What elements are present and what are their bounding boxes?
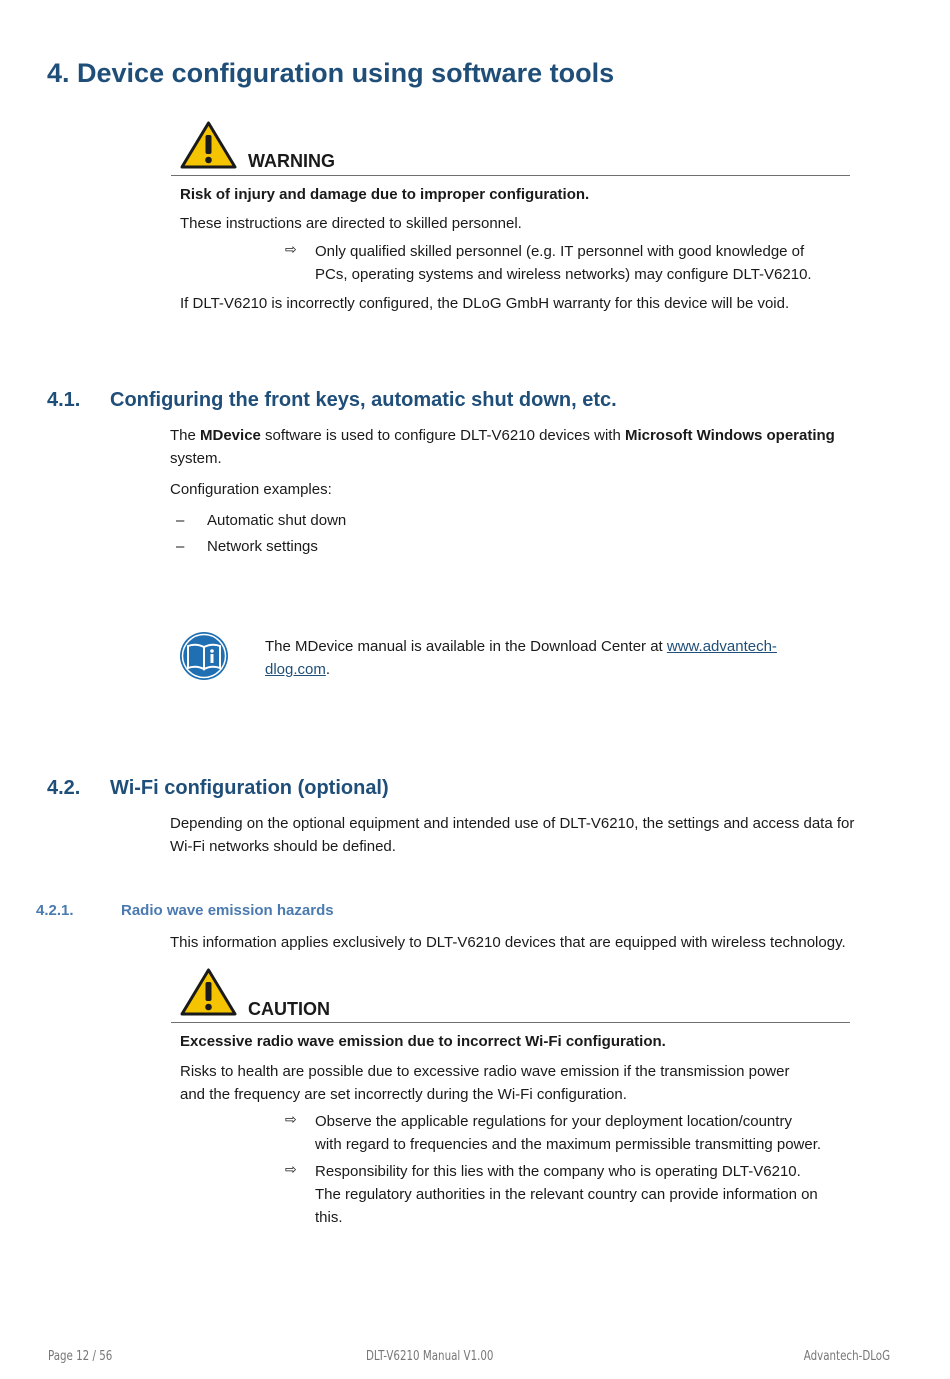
footer-company: Advantech-DLoG <box>803 1349 890 1364</box>
warning-bullet-line-1: Only qualified skilled personnel (e.g. IT personnel with good knowledge of <box>315 243 805 260</box>
arrow-right-icon: ⇨ <box>285 1161 297 1177</box>
section-4-2-number: 4.2. <box>47 777 81 799</box>
arrow-right-icon: ⇨ <box>285 241 297 257</box>
info-note-line-1 <box>265 635 777 658</box>
caution-bullet-2-line-3: this. <box>315 1209 343 1226</box>
list-dash: – <box>176 538 185 555</box>
caution-rule <box>171 1022 850 1023</box>
caution-bullet-1-line-1: Observe the applicable regulations for your deployment location/country <box>315 1113 792 1130</box>
caution-text-line-2: and the frequency are set incorrectly during the Wi-Fi configuration. <box>180 1086 627 1103</box>
warning-label: WARNING <box>248 151 335 171</box>
section-4-1-number: 4.1. <box>47 389 81 411</box>
caution-bullet-1-line-2: with regard to frequencies and the maximum permissible transmitting power. <box>315 1136 822 1153</box>
section-4-1-paragraph-1 <box>170 424 835 447</box>
text-run: The MDevice manual is available in the Download Center at <box>265 638 667 655</box>
text-run-bold: MDevice <box>200 427 261 444</box>
footer-document-title: DLT-V6210 Manual V1.00 <box>366 1349 494 1364</box>
section-4-2-1-paragraph: This information applies exclusively to DLT-V6210 devices that are equipped with wireless technology. <box>170 934 846 951</box>
section-4-2-1-title: Radio wave emission hazards <box>121 902 334 919</box>
section-4-2-title: Wi-Fi configuration (optional) <box>110 777 389 799</box>
footer-page-number: Page 12 / 56 <box>48 1349 113 1364</box>
warning-text-1: These instructions are directed to skilled personnel. <box>180 215 522 232</box>
warning-bullet-line-2: PCs, operating systems and wireless networks) may configure DLT-V6210. <box>315 266 812 283</box>
warning-text-2: If DLT-V6210 is incorrectly configured, the DLoG GmbH warranty for this device will be void. <box>180 295 790 312</box>
text-run-bold: Microsoft Windows operating <box>624 427 835 444</box>
warning-triangle-icon <box>180 121 237 169</box>
info-note-line-2 <box>265 658 330 681</box>
caution-bullet-2-line-2: The regulatory authorities in the relevant country can provide information on <box>315 1186 818 1203</box>
download-center-link[interactable]: www.advantech- <box>666 638 777 655</box>
section-4-1-paragraph-2: Configuration examples: <box>170 481 332 498</box>
section-4-2-1-number: 4.2.1. <box>36 902 74 919</box>
caution-label: CAUTION <box>248 999 330 1019</box>
caution-text-line-1: Risks to health are possible due to excessive radio wave emission if the transmission power <box>180 1063 790 1080</box>
warning-rule <box>171 175 850 176</box>
section-4-1-title: Configuring the front keys, automatic shut down, etc. <box>110 389 617 411</box>
caution-triangle-icon <box>180 968 237 1016</box>
list-dash: – <box>176 512 185 529</box>
section-4-1-paragraph-1-end: system. <box>170 450 222 467</box>
caution-headline: Excessive radio wave emission due to incorrect Wi-Fi configuration. <box>180 1033 666 1050</box>
caution-bullet-2-line-1: Responsibility for this lies with the company who is operating DLT-V6210. <box>315 1163 801 1180</box>
list-item-automatic-shut-down: Automatic shut down <box>207 512 347 529</box>
arrow-right-icon: ⇨ <box>285 1111 297 1127</box>
text-run: software is used to configure DLT-V6210 devices with <box>260 427 625 444</box>
info-manual-icon <box>179 631 229 681</box>
section-4-2-paragraph-line-1: Depending on the optional equipment and intended use of DLT-V6210, the settings and access data for <box>170 815 855 832</box>
section-4-2-paragraph-line-2: Wi-Fi networks should be defined. <box>170 838 396 855</box>
download-center-link-cont[interactable]: dlog.com <box>265 661 326 678</box>
text-run: The <box>170 427 201 444</box>
text-run: . <box>325 661 331 678</box>
list-item-network-settings: Network settings <box>207 538 318 555</box>
warning-headline: Risk of injury and damage due to improper configuration. <box>180 186 590 203</box>
page-title: 4. Device configuration using software tools <box>47 58 615 88</box>
